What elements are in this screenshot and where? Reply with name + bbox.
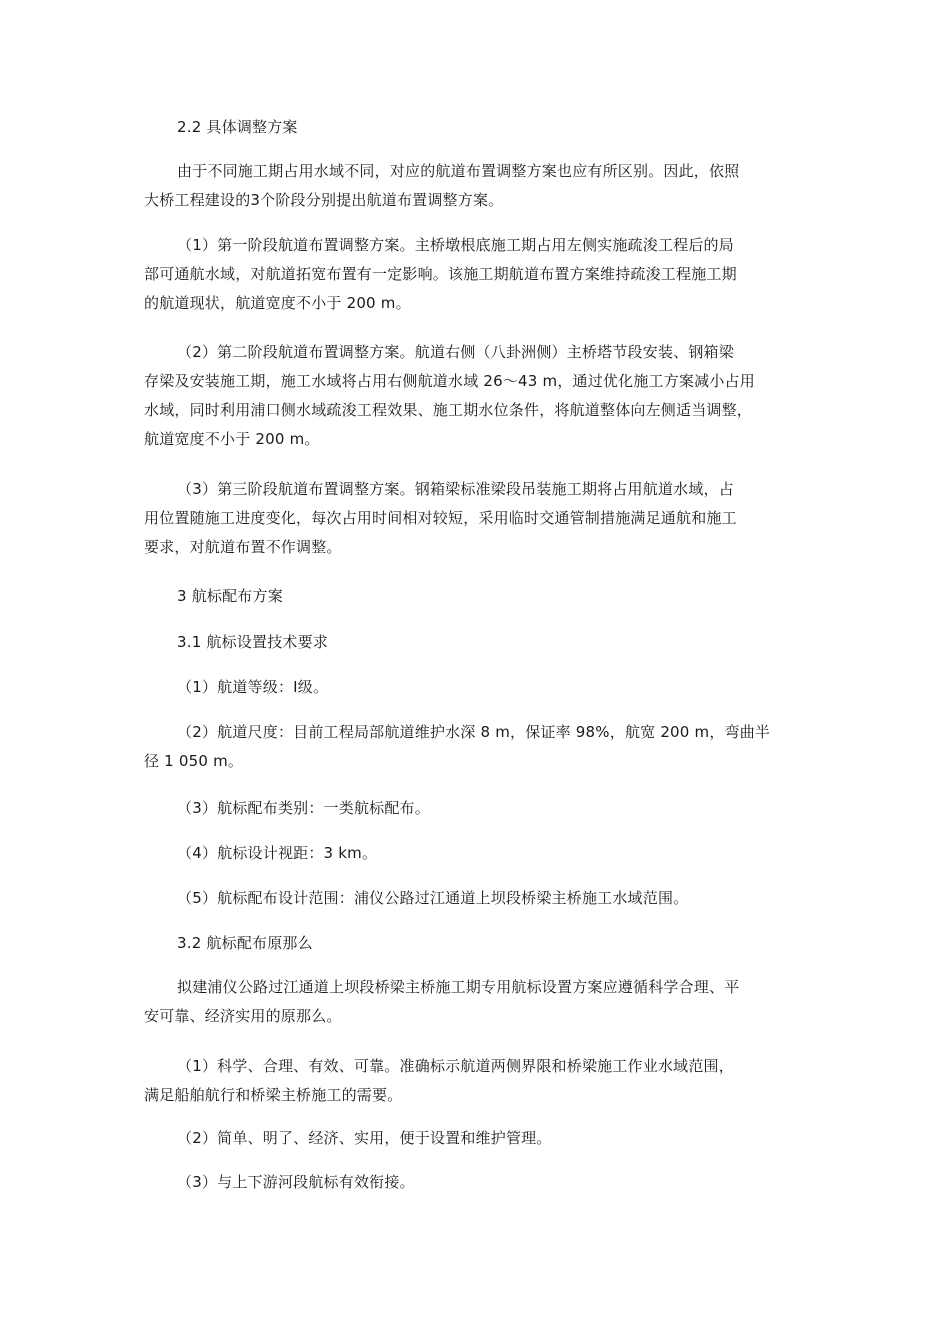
paragraph-line: 大桥工程建设的3个阶段分别提出航道布置调整方案。 [144, 191, 504, 209]
paragraph-line: 满足船舶航行和桥梁主桥施工的需要。 [144, 1086, 403, 1104]
principle-2: （2）简单、明了、经济、实用，便于设置和维护管理。 [177, 1129, 552, 1147]
paragraph-line: 航道宽度不小于 200 m。 [144, 430, 320, 448]
requirement-5: （5）航标配布设计范围：浦仪公路过江通道上坝段桥梁主桥施工水域范围。 [177, 889, 689, 907]
section-2-2-heading: 2.2 具体调整方案 [177, 118, 298, 136]
requirement-3: （3）航标配布类别：一类航标配布。 [177, 799, 430, 817]
requirement-4: （4）航标设计视距：3 km。 [177, 844, 378, 862]
requirement-2-paragraph [144, 718, 808, 776]
paragraph-line: 径 1 050 m。 [144, 752, 244, 770]
paragraph-line: （1）科学、合理、有效、可靠。准确标示航道两侧界限和桥梁施工作业水域范围， [177, 1057, 734, 1075]
paragraph-line: 要求，对航道布置不作调整。 [144, 538, 342, 556]
requirement-1: （1）航道等级：Ⅰ级。 [177, 678, 329, 696]
paragraph-line: （1）第一阶段航道布置调整方案。主桥墩根底施工期占用左侧实施疏浚工程后的局 [177, 236, 734, 254]
paragraph-line: （2）航道尺度：目前工程局部航道维护水深 8 m，保证率 98%，航宽 200 m，弯曲半 [177, 723, 771, 741]
paragraph-line: 安可靠、经济实用的原那么。 [144, 1007, 342, 1025]
paragraph-line: 用位置随施工进度变化，每次占用时间相对较短，采用临时交通管制措施满足通航和施工 [144, 509, 737, 527]
section-3-1-heading: 3.1 航标设置技术要求 [177, 633, 329, 651]
paragraph-line: 部可通航水域，对航道拓宽布置有一定影响。该施工期航道布置方案维持疏浚工程施工期 [144, 265, 737, 283]
section-3-2-intro-paragraph [144, 973, 808, 1031]
section-3-heading: 3 航标配布方案 [177, 587, 283, 605]
section-3-2-heading: 3.2 航标配布原那么 [177, 934, 313, 952]
stage-1-paragraph [144, 231, 808, 318]
principle-3: （3）与上下游河段航标有效衔接。 [177, 1173, 415, 1191]
paragraph-line: 的航道现状，航道宽度不小于 200 m。 [144, 294, 411, 312]
paragraph-line: （2）第二阶段航道布置调整方案。航道右侧（八卦洲侧）主桥塔节段安装、钢箱梁 [177, 343, 734, 361]
stage-2-paragraph [144, 338, 808, 454]
paragraph-line: 拟建浦仪公路过江通道上坝段桥梁主桥施工期专用航标设置方案应遵循科学合理、平 [177, 978, 740, 996]
paragraph-line: （3）第三阶段航道布置调整方案。钢箱梁标准梁段吊装施工期将占用航道水域，占 [177, 480, 734, 498]
paragraph-line: 水域，同时利用浦口侧水域疏浚工程效果、施工期水位条件，将航道整体向左侧适当调整， [144, 401, 753, 419]
stage-3-paragraph [144, 475, 808, 562]
principle-1-paragraph [144, 1052, 808, 1110]
section-2-2-intro-paragraph [144, 157, 808, 215]
paragraph-line: 由于不同施工期占用水域不同，对应的航道布置调整方案也应有所区别。因此，依照 [177, 162, 740, 180]
paragraph-line: 存梁及安装施工期，施工水域将占用右侧航道水域 26～43 m，通过优化施工方案减小占用 [144, 372, 755, 390]
